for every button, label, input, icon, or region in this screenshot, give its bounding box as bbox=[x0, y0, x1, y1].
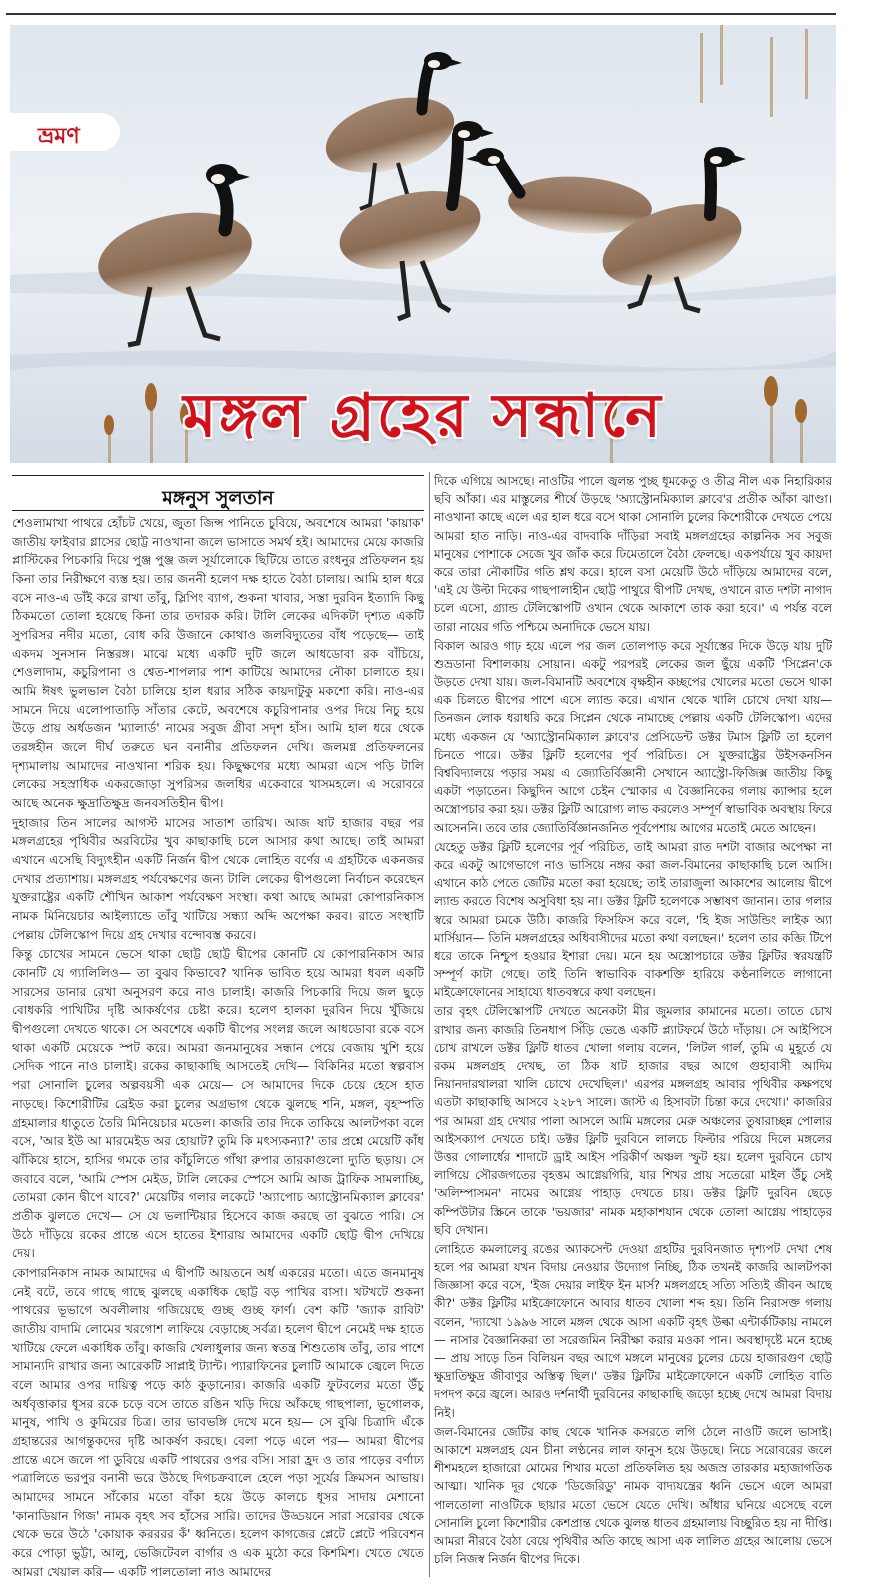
paragraph: দুহাজার তিন সালের আগস্ট মাসের সাতাশ তারিখ। আজ ষাট হাজার বছর পর মঙ্গলগ্রহের পৃথিবীর অরবিটের খুব কাছাকাছি চলে আসার কথা আছে। তাই আমরা এখানে এসেছি বিদ্যুৎহীন একটি নির্জন দ্বীপ থেকে লোহিত বর্ণের এ গ্রহটিকে একনজর দেখার প্রত্যাশায়। মঙ্গলগ্রহ পর্যবেক্ষণের জন্য টালি লেকের দ্বীপগুলো নির্বাচন করেছেন যুক্তরাষ্ট্রের একটি শৌখিন আকাশ পর্যবেক্ষণ সংস্থা। কথা আছে আমরা কোপারনিকাস নামক মিনিয়েচার আইল্যান্ডে তাঁবু খাটিয়ে সন্ধ্যা অব্দি অপেক্ষা করব। রাতে সংস্থাটি পেল্লায় টেলিস্কোপ দিয়ে গ্রহ দেখার বন্দোবস্ত করবে। bbox=[12, 815, 424, 942]
article-headline: মঙ্গল গ্রহের সন্ধানে bbox=[183, 381, 663, 451]
paragraph: জল-বিমানের জেটির কাছ থেকে খানিক কসরতে লগি ঠেলে নাওটি জলে ভাসাই। আকাশে মঙ্গলগ্রহ যেন চীনা লণ্ঠনের লাল ফানুস হয়ে উড়ছে। নিচে সরোবরের জলে শীশমহলে হাজারো মোমের শিখার মতো প্রতিফলিত হয় অজস্র তারকার মহাজাগতিক আত্মা। খানিক দূর থেকে 'ডিজেরিডু' নামক বাদ্যযন্ত্রের ধ্বনি ভেসে এলে আমরা পালতোলা নাওটিকে ছায়ার মতো ভেসে যেতে দেখি। আঁধার ঘনিয়ে এসেছে বলে সোনালি চুলো কিশোরীর কেশপ্রান্ত থেকে ঝুলন্ত ধাতব গ্রহমালায় বিচ্ছুরিত হয় না দীপ্তি। আমরা নীরবে বৈঠা বেয়ে পৃথিবীর অতি কাছে আসা এক লালিত গ্রহের আলোয় ভেসে চলি নিজস্ব নির্জন দ্বীপের দিকে। bbox=[434, 1424, 832, 1567]
byline-rule-bottom bbox=[12, 510, 424, 511]
paragraph: কিন্তু চোখের সামনে ভেসে থাকা ছোট্ট ছোট্ট দ্বীপের কোনটি যে কোপারনিকাস আর কোনটি যে গ্যালিলিও— তা বুঝব কিভাবে? খানিক ভাবিত হয়ে আমরা ধবল একটি সারসের ডানার রেখা অনুসরণ করে নাও চালাই। কাজরি পিচকারি দিয়ে জল ছুড়ে বোধকরি পাখিটির দৃষ্টি আকর্ষণের চেষ্টা করে। হলেণ হালকা দুরবিন দিয়ে খুঁজিয়ে দ্বীপগুলো দেখতে থাকে। সে অবশেষে একটি দ্বীপের সংলগ্ন জলে আধডোবা রকে বসে থাকা একটি মেয়েকে স্পট করে। আমরা জনমানুষের সন্ধান পেয়ে বেজায় খুশি হয়ে সেদিক পানে নাও চালাই। রকের কাছাকাছি আসতেই দেখি— বিকিনির মতো স্বল্পবাস পরা সোনালি চুলের অল্পবয়সী এক মেয়ে— সে আমাদের দিকে চেয়ে হেসে হাত নাড়ছে। কিশোরীটির ব্রেইড করা চুলের অগ্রভাগ থেকে ঝুলছে শনি, মঙ্গল, বৃহস্পতি গ্রহমালার ধাতুতে তৈরি মিনিয়েচার মডেল। কাজরি তার দিকে তাকিয়ে আলটপকা বলে বসে, 'আর ইউ আ মারমেইড অর হোয়াট? তুমি কি মৎস্যকন্যা?' তার প্রশ্নে মেয়েটি কাঁধ ঝাঁকিয়ে হাসে, হাসির গমকে তার কাঁচুলিতে গাঁথা রুপার তারকাগুলো দ্যুতি ছড়ায়। সে জবাবে বলে, 'আমি স্পেস মেইড, টালি লেকের স্পেসে আমি আজ ট্রাফিক সামলাচ্ছি, তোমরা কোন দ্বীপে যাবে?' মেয়েটির গলার লকেটে 'অ্যাপোচ অ্যাস্ট্রোনমিক্যাল ক্লাবের' প্রতীক ঝুলতে দেখে— সে যে ভলান্টিয়ার হিসেবে কাজ করছে তা বুঝতে পারি। সে উঠে দাঁড়িয়ে রকের প্রান্তে এসে হাতের ইশারায় আমাদের একটি ছোট্ট দ্বীপ দেখিয়ে দেয়। bbox=[12, 947, 424, 1261]
top-rule bbox=[6, 13, 836, 15]
column-divider bbox=[429, 472, 430, 1577]
paragraph: দিকে এগিয়ে আসছে। নাওটির পালে জ্বলন্ত পুচ্ছ ধূমকেতু ও তীব্র নীল এক নিহারিকার ছবি আঁকা। এর মাস্তুলের শীর্ষে উড়ছে 'অ্যাস্ট্রোনমিক্যাল ক্লাবে'র প্রতীক আঁকা ঝাণ্ডা। নাওখানা কাছে এলে এর হাল ধরে বসে থাকা সোনালি চুলের কিশোরীকে দেখতে পেয়ে আমরা হাত নাড়ি। নাও-এর বাদবাকি দাঁড়িরা সবাই মঙ্গলগ্রহের কাল্পনিক সব সবুজ মানুষের পোশাকে সেজে খুব জাঁক করে ঢিমেতালে বৈঠা ফেলছে। একপর্যায়ে খুব কায়দা করে তারা নৌকাটির গতি শ্লথ করে। হালে বসা মেয়েটি উঠে দাঁড়িয়ে আমাদের বলে, 'এই যে উল্টা দিকের গাছপালাহীন ছোট্ট পাথুরে দ্বীপটি দেখছ, ওখানে রাত দশটা নাগাদ চলে এসো, গ্র্যান্ড টেলিস্কোপটি ওখান থেকে আকাশে তাক করা হবে।' এ পর্যন্ত বলে তারা নায়ের গতি পশ্চিমে অনাদিকে ভেসে যায়। bbox=[434, 474, 832, 634]
paragraph: তার বৃহৎ টেলিস্কোপটি দেখতে অনেকটা মীর জুমলার কামানের মতো। তাতে চোখ রাখার জন্য কাজরি তিনধাপ সিঁড়ি ভেঙে একটি প্ল্যাটফর্মে উঠে দাঁড়ায়। সে আইপিসে চোখ রাখলে ডক্টর ফ্লিটি ধাতব খোলা গলায় বলেন, 'লিটল গার্ল, তুমি এ মুহূর্তে যে রকম মঙ্গলগ্রহ দেখছ, তা ঠিক ষাট হাজার বছর আগে গুহাবাসী আদিম নিয়ানদারথালরা খালি চোখে দেখেছিল।' এরপর মঙ্গলগ্রহ আবার পৃথিবীর কক্ষপথে এতটা কাছাকাছি আসবে ২২৮৭ সালে। জাস্ট এ হিসাবটা চিন্তা করে দেখো।' কাজরির পর আমরা গ্রহ দেখার পালা আসলে আমি মঙ্গলের মেরু অঞ্চলের তুষারাচ্ছন্ন পোলার আইসক্যাপ দেখতে চাই। ডক্টর ফ্লিটি দুরবিনে লালচে ফিল্টার পরিয়ে দিলে মঙ্গলের উত্তর গোলার্ধের শাদাটে ড্রাই আইস পরিকীর্ণ অঞ্চল স্ফুট হয়। হলেণ দুরবিনে চোখ লাগিয়ে সৌরজগতের বৃহত্তম আগ্নেয়গিরি, যার শিখর প্রায় সতেরো মাইল উঁচু সেই 'অলিম্পাসমন' নামের আগ্নেয় পাহাড় দেখতে চায়। ডক্টর ফ্লিটি দুরবিন ছেড়ে কম্পিউটার স্ক্রিনে তাকে 'ভয়জার' নামক মহাকাশযান থেকে তোলা আগ্নেয় পাহাড়ের ছবি দেখান। bbox=[434, 1004, 832, 1237]
section-badge bbox=[10, 113, 120, 151]
paragraph: শেওলামাখা পাথরে হোঁচট খেয়ে, জুতা জিন্স পানিতে চুবিয়ে, অবশেষে আমরা 'কায়াক' জাতীয় ফাইবার গ্লাসের ছোট্ট নাওখানা জলে ভাসাতে সমর্থ হই। আমাদের মেয়ে কাজরি প্লাস্টিকের পিচকারি দিয়ে পুঞ্জ পুঞ্জ জল সূর্যালোকে ছিটিয়ে তাতে রংধনুর প্রতিফলন হয় কিনা তার নিরীক্ষণে ব্যস্ত হয়। তার জননী হলেণ দক্ষ হাতে বৈঠা চালায়। আমি হাল ধরে বসে নাও-এ ডাঁই করে রাখা তাঁবু, স্লিপিং ব্যাগ, শুকনা খাবার, সস্তা দুরবিন ইত্যাদি কিছু ঠিকমতো তোলা হয়েছে কিনা তার তদারক করি। টালি লেকের এদিকটা দৃশ্যত একটি সুপরিসর নদীর মতো, বোধ করি উজানে কোথাও জলবিদ্যুতের বাঁধ পড়েছে— তাই একদম সুনসান নিস্তরঙ্গ। মাঝে মধ্যে একটি দুটি জলে আধডোবা রক বাঁচিয়ে, শেওলাদাম, কচুরিপানা ও শ্বেত-শাপলার পাশ কাটিয়ে আমাদের নৌকা চালাতে হয়। আমি ঈষৎ ভুলভাল বৈঠা চালিয়ে হাল ধরার সঠিক কায়দাটুকু মকশো করি। নাও-এর সামনে দিয়ে এলোপাতাড়ি সাঁতার কেটে, অবশেষে কচুরিপানার ওপর দিয়ে নিচু হয়ে উড়ে প্রায় অর্ধডজন 'ম্যালার্ড' নামের সবুজ গ্রীবা সদৃশ হাঁস। আমি হাল ধরে থেকে তরঙ্গহীন জলে দীর্ঘ তরুতে ঘন বনানীর প্রতিফলন দেখি। জলমগ্ন প্রতিফলনের দৃশ্যমালায় আমাদের নাওখানা শরিক হয়। কিছুক্ষণের মধ্যে আমরা এসে পড়ি টালি লেকের সহস্রাধিক একরজোড়া সুপরিসর জলধির একেবারে খাসমহলে। এ সরোবরে আছে অনেক ক্ষুদ্রাতিক্ষুদ্র জনবসতিহীন দ্বীপ। bbox=[12, 516, 424, 811]
paragraph: বিকাল আরও গাঢ় হয়ে এলে পর জল তোলপাড় করে সূর্যাস্তের দিকে উড়ে যায় দুটি শুভ্রডানা বিশালকায় সোয়ান। একটু পরপরই লেকের জল ছুঁয়ে একটি 'সিপ্লেন'কে উড়তে দেখা যায়। জল-বিমানটি অবশেষে বৃক্ষহীন কচ্ছপের খোলের মতো ভেসে থাকা এক চিলতে দ্বীপের পাশে এসে ল্যান্ড করে। এখান থেকে খালি চোখে দেখা যায়— তিনজন লোক ধরাধরি করে সিপ্লেন থেকে নামাচ্ছে পেল্লায় একটি টেলিস্কোপ। এদের মধ্যে একজন যে 'অ্যাস্ট্রোনমিক্যাল ক্লাবে'র প্রেসিডেন্ট ডক্টর টমাস ফ্লিটি তা হলেণ চিনতে পারে। ডক্টর ফ্লিটি হলেণের পূর্ব পরিচিত। সে যুক্তরাষ্ট্রের উইসকনসিন বিশ্ববিদ্যালয়ে পড়ার সময় এ জ্যোতির্বিজ্ঞানী সেখানে অ্যাস্ট্রো-ফিজিক্স জাতীয় কিছু একটা পড়াতেন। কিছুদিন আগে চেইন স্মোকার এ বৈজ্ঞানিকের গলায় ক্যান্সার হলে অস্ত্রোপচার করা হয়। ডক্টর ফ্লিটি আরোগ্য লাভ করলেও সম্পূর্ণ স্বাভাবিক অবস্থায় ফিরে আসেননি। তবে তার জ্যোতির্বিজ্ঞানজনিত পূর্বপেশায় আগের মতোই মেতে আছেন। bbox=[434, 638, 832, 835]
article-column-right bbox=[434, 472, 832, 1580]
hero-photo bbox=[10, 25, 836, 463]
author-byline: মঙ্গনুস সুলতান bbox=[162, 487, 274, 509]
paragraph: লোহিতে কমলালেবু রঙের অ্যাকসেন্ট দেওয়া গ্রহটির দুরবিনজাত দৃশ্যপট দেখা শেষ হলে পর আমরা যখন বিদায় নেওয়ার উদ্যোগ নিচ্ছি, ঠিক তখনই কাজরি আলটপকা জিজ্ঞাসা করে বসে, 'ইজ দেয়ার লাইফ ইন মার্স? মঙ্গলগ্রহে সত্যি সত্যিই জীবন আছে কী?' ডক্টর ফ্লিটির মাইক্রোফোনে আবার ধাতব খোলা শব্দ হয়। তিনি নিরাসক্ত গলায় বলেন, 'দ্যাখো ১৯৯৬ সালে মঙ্গল থেকে আসা একটি বৃহৎ উল্কা এন্টার্কটিকায় নামলে— নাসার বৈজ্ঞানিকরা তা সরেজমিন নিরীক্ষা করার মওকা পান। অবস্থাদৃষ্টে মনে হচ্ছে— প্রায় সাড়ে তিন বিলিয়ন বছর আগে মঙ্গলে মানুষের চুলের চেয়ে হাজারগুণ ছোট্ট ক্ষুদ্রাতিক্ষুদ্র জীবাণুর অস্তিত্ব ছিল।' ডক্টর ফ্লিটির মাইক্রোফোনে একটি লোহিত বাতি দপদপ করে জ্বলে। আরও দর্শনার্থী দুরবিনের কাছাকাছি জড়ো হচ্ছে দেখে আমরা বিদায় নিই। bbox=[434, 1241, 832, 1420]
article-column-left bbox=[12, 514, 424, 1580]
byline-rule-top bbox=[12, 475, 424, 476]
paragraph: যেহেতু ডক্টর ফ্লিটি হলেণের পূর্ব পরিচিত, তাই আমরা রাত দশটা বাজার অপেক্ষা না করে একটু আগেভাগে নাও ভাসিয়ে নঙ্গর করা জল-বিমানের কাছাকাছি চলে আসি। এখানে কাঠ পেতে জেটির মতো করা হয়েছে; তাই তারাজুলা আকাশের আলোয় দ্বীপে ল্যান্ড করতে বিশেষ অসুবিধা হয় না। ডক্টর ফ্লিটি হলেণকে সম্ভাষণ জানান। তার গলার স্বরে আমরা চমকে উঠি। কাজরি ফিসফিস করে বলে, 'হি ইজ সাউন্ডিং লাইক অ্যা মার্সিয়ান— তিনি মঙ্গলগ্রহের অধিবাসীদের মতো কথা বলছেন।' হলেণ তার কব্জি টিপে ধরে তাকে নিশ্চুপ হওয়ার ইশারা দেয়। মনে হয় অস্ত্রোপচারে ডক্টর ফ্লিটির স্বরযন্ত্রটি সম্পূর্ণ কাটা গেছে। তাই তিনি স্বাভাবিক বাকশক্তি হারিয়ে কণ্ঠনালিতে লাগানো মাইক্রোফোনের সাহায্যে ধাতবস্বরে কথা বলছেন। bbox=[434, 839, 832, 1000]
section-label: ভ্রমণ bbox=[38, 124, 80, 149]
paragraph: কোপারনিকাস নামক আমাদের এ দ্বীপটি আয়তনে অর্ধ একরের মতো। এতে জনমানুষ নেই বটে, তবে গাছে গাছে ঝুলছে একাধিক ছোট্ট বড় পাখির বাসা। খটখটে শুকনা পাথরের ভূভাগে অবলীলায় গজিয়েছে গুচ্ছ গুচ্ছ ফার্ণ। বেশ কটি 'জ্যাক রাবিট' জাতীয় বাদামি লোমের খরগোশ লাফিয়ে বেড়াচ্ছে সর্বত্র। হলেণ দ্বীপে নেমেই দক্ষ হাতে খাটিয়ে ফেলে একাধিক তাঁবু। কাজরি খেলাধুলার জন্য স্বতন্ত্র শিশুতোষ তাঁবু, তার পাশে সামান্যদি রাখার জন্য আরেকটি সাপ্লাই ট্যান্ট। প্যারাফিনের চুলাটি আমাকে জ্বেলে দিতে বলে আমার ওপর দায়িত্ব পড়ে কাঠ কুড়ানোর। কাজরি একটি ফুটবলের মতো উঁচু অর্ধবৃত্তাকার ধূসর রকে চড়ে বসে তাতে রঙিন খড়ি দিয়ে আঁকছে গাছপালা, ভূগোলক, মানুষ, পাখি ও কুমিরের চিত্র। তার ভাবভঙ্গি দেখে মনে হয়— সে বুঝি চিত্রাদি এঁকে গ্রহান্তরের আগন্তুকদের দৃষ্টি আকর্ষণ করছে। বেলা পড়ে এলে পর— আমরা দ্বীপের প্রান্তে এসে জলে পা ডুবিয়ে একটি পাথরের ওপর বসি। সারা হ্রদ ও তার পাড়ের বর্ণাঢ্য পত্রালিতে ভরপুর বনানী ভরে উঠছে দিগচক্রবালে হেলে পড়া সূর্যের ক্রিমসন আভায়। আমাদের সামনে সাঁকোর মতো বাঁকা হয়ে উড়ে কালচে ধূসর সাদায় মেশানো 'কানাডিয়ান গিজ' নামক বৃহৎ সব হাঁসের সারি। তাদের উড্ডয়নে সারা সরোবর থেকে থেকে ভরে উঠে 'কোয়াক করররর কঁ' ধ্বনিতে। হলেণ কাগজের প্লেটে প্লেটে পরিবেশন করে পোড়া ভুট্টা, আলু, ভেজিটেবল বার্গার ও এক মুঠো করে কিশমিশ। খেতে খেতে আমরা খেয়াল করি— একটি পালতোলা নাও আমাদের bbox=[12, 1265, 424, 1579]
